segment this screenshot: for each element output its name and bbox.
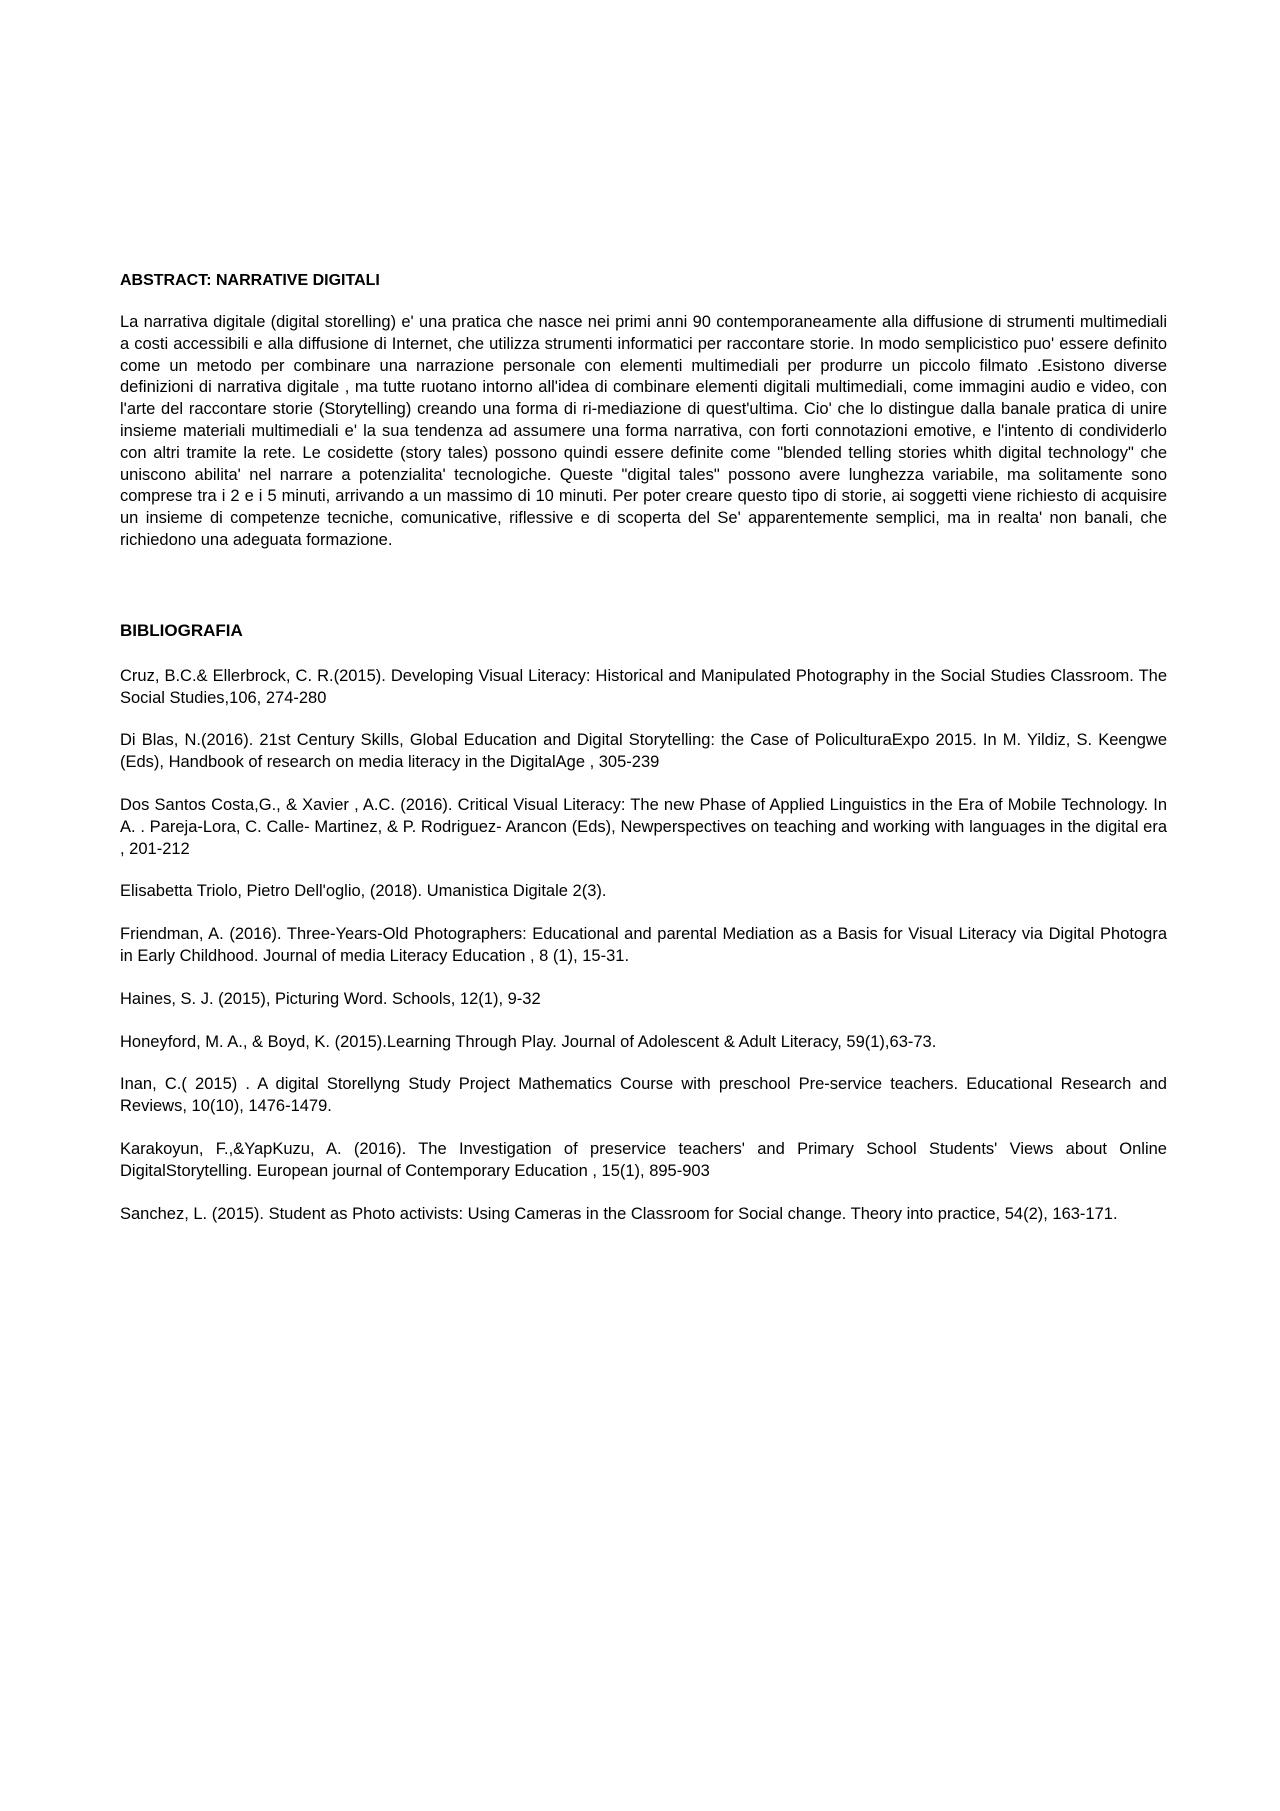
bibliography-entry: Sanchez, L. (2015). Student as Photo activists: Using Cameras in the Classroom for Social change. Theory into practice, 54(2), 163-171. bbox=[120, 1204, 1118, 1223]
bibliography-entry: Honeyford, M. A., & Boyd, K. (2015).Learning Through Play. Journal of Adolescent & Adult Literacy, 59(1),63-73. bbox=[120, 1032, 937, 1051]
document-page bbox=[120, 270, 1167, 1246]
bibliography-entry: Di Blas, N.(2016). 21st Century Skills, Global Education and Digital Storytelling: the Case of Policult​uraExpo 2015. In M. Yildiz, S. Keengwe (Eds), Handbook of research on media literacy in the DigitalAge , 305-239 bbox=[120, 731, 1167, 772]
abstract-heading: ABSTRACT: NARRATIVE DIGITALI bbox=[120, 272, 380, 289]
bibliography-entry: Elisabetta Triolo, Pietro Dell'oglio, (2018). Umanistica Digitale 2(3). bbox=[120, 882, 607, 901]
bibliography-list bbox=[120, 666, 1167, 1226]
bibliography-entry: Karakoyun, F.,&YapKuzu, A. (2016). The Investigation of preservice teachers' and Primary School Students' Views about Online DigitalStorytelling. European journal of Contemporary Education , 15(1), 895-903 bbox=[120, 1139, 1167, 1180]
bibliography-entry: Inan, C.( 2015) . A digital Storellyng Study Project Mathematics Course with preschool Pre-service teachers. Educational Research and Reviews, 10(10), 1476-1479. bbox=[120, 1075, 1167, 1116]
bibliography-entry: Cruz, B.C.& Ellerbrock, C. R.(2015). Developing Visual Literacy: Historical and Manipulated Photography in the Social Studies Classroom. The Social Studies,106, 274-280 bbox=[120, 666, 1167, 707]
bibliography-entry: Haines, S. J. (2015), Picturing Word. Schools, 12(1), 9-32 bbox=[120, 989, 541, 1008]
abstract-paragraph: La narrativa digitale (digital storelling) e' una pratica che nasce nei primi anni 90 contemporaneamente alla diffusione di strumenti multimediali a costi accessibili e alla diffusione di Internet, che utilizza strumenti informatici per raccontare storie. In modo semplicistico puo' essere definito come un metodo per combinare una narrazione personale con elementi multimediali per produrre un piccolo filmato .Esistono diverse definizioni di narrativa digitale , ma tutte ruotano intorno all'idea di combinare elementi digitali multimediali, come immagini audio e video, con l'arte del raccontare storie (Storytelling) creando una forma di ri-mediazione di quest'ultima. Cio' che lo distingue dalla banale pratica di unire insieme materiali multimediali e' la sua tendenza ad assumere una forma narrativa, con forti connotazioni emotive, e l'intento di condividerlo con altri tramite la rete. Le cosidette (story tales) possono quindi essere definite come "blended telling stories whith digital technology" che uniscono abilita' nel narrare a potenzialita' tecnologiche. Queste "digital tales" possono avere lunghezza variabile, ma solitamente sono comprese tra i 2 e i 5 minuti, arrivando a un massimo di 10 minuti. Per poter creare questo tipo di storie, ai soggetti viene richiesto di acquisire un insieme di competenze tecniche, comunicative, riflessive e di scoperta del Se' apparentemente semplici, ma in realta' non banali, che richiedono una adeguata formazione. bbox=[120, 313, 1167, 549]
bibliography-heading: BIBLIOGRAFIA bbox=[120, 620, 243, 640]
bibliography-entry: Friendman, A. (2016). Three-Years-Old Photographers: Educational and parental Mediation as a Basis for Visual Literacy via Digital Photogra in Early Childhood. Journal of media Literacy Education , 8 (1), 15-31. bbox=[120, 925, 1167, 965]
bibliography-entry: Dos Santos Costa,G., & Xavier , A.C. (2016). Critical Visual Literacy: The new Phase of Applied Linguistics in the Era of Mobile Technology. In A. . Pareja-Lora, C. Calle- Martinez, & P. Rodriguez- Arancon (Eds), Newperspectives on teaching and working with languages in the digital era , 201-212 bbox=[120, 795, 1167, 858]
